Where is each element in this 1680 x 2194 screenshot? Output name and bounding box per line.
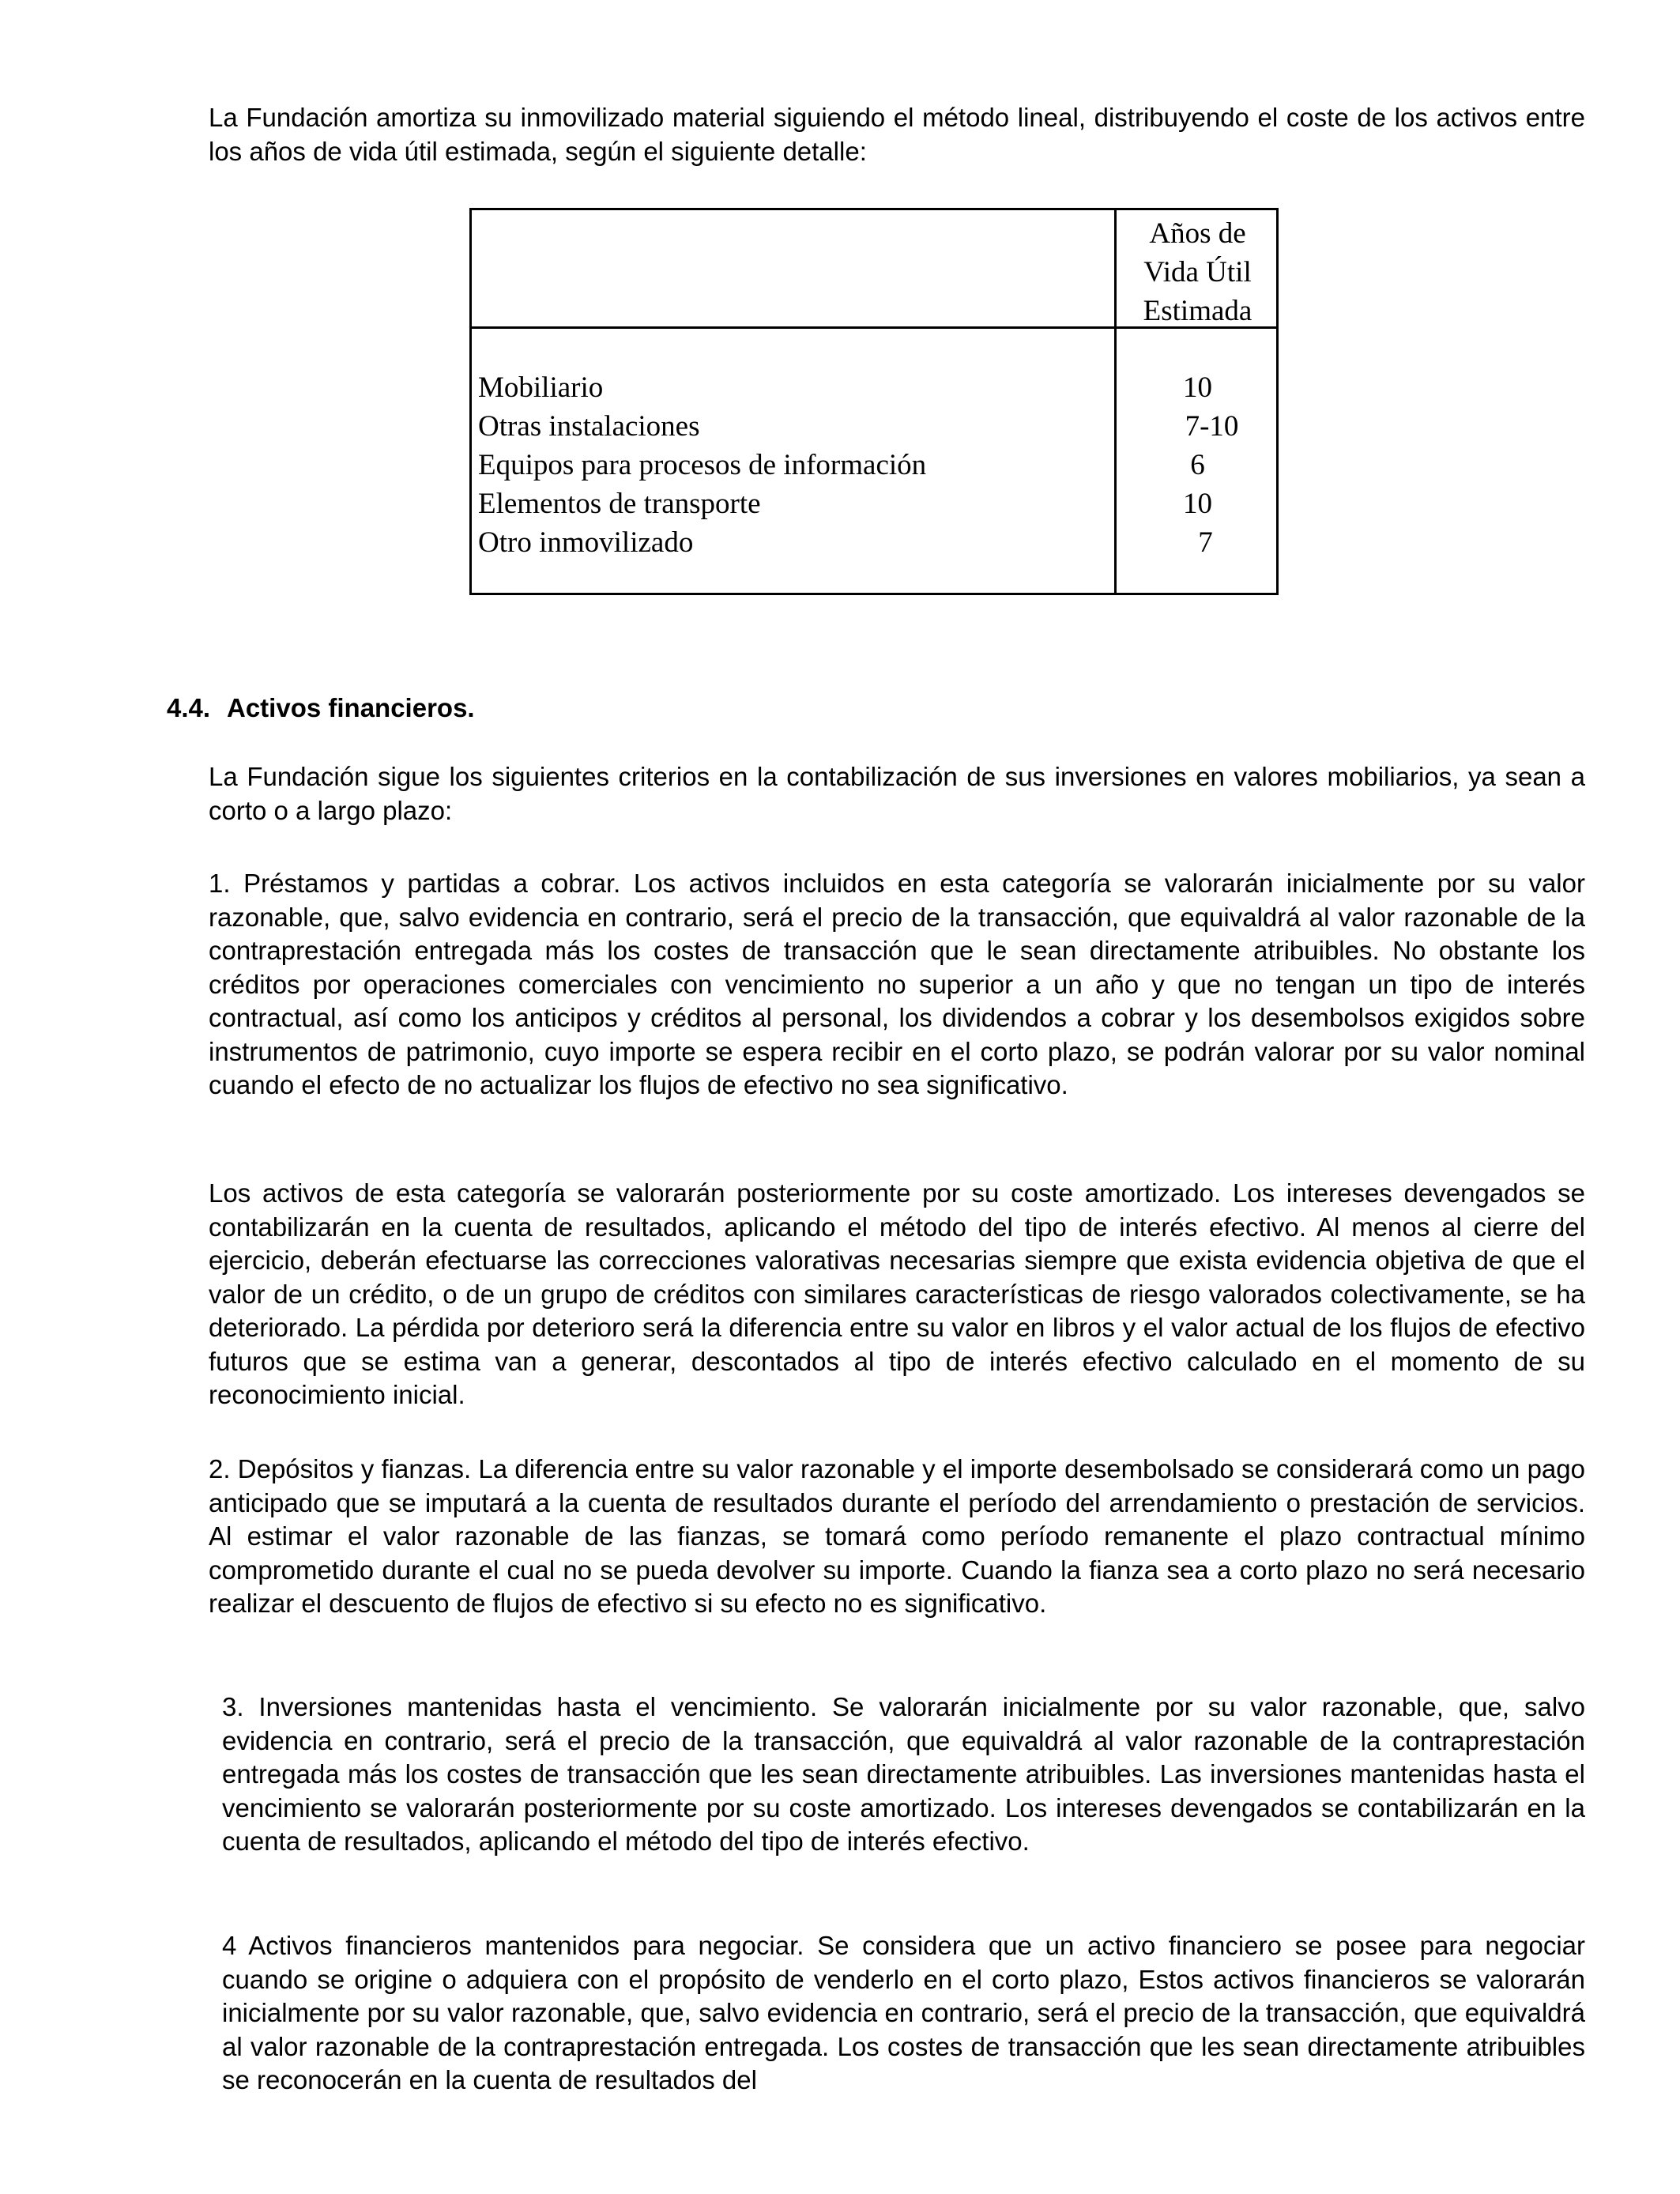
table-header-line: Años de [1149, 217, 1246, 250]
table-row [478, 523, 1276, 562]
years-value: 10 [1183, 371, 1212, 404]
table-row [478, 407, 1276, 446]
asset-label: Otras instalaciones [478, 410, 700, 443]
years-value: 7-10 [1185, 410, 1239, 443]
amortized-cost-paragraph: Los activos de esta categoría se valorarán posteriormente por su coste amortizado. Los intereses devengados se contabilizarán en la cuenta de resultados, aplicando el método del tipo de interés efectivo. Al menos al cierre del ejercicio, deberán efectuarse las correcciones valorativas necesarias siempre que exista evidencia objetiva de que el valor de un crédito, o de un grupo de créditos con similares características de riesgo valorados colectivamente, se ha deteriorado. La pérdida por deterioro será la diferencia entre su valor en libros y el valor actual de los flujos de efectivo futuros que se estima van a generar, descontados al tipo de interés efectivo calculado en el momento de su reconocimiento inicial. [209, 1178, 1585, 1409]
table-row [478, 446, 1276, 484]
table-header-useful-life [1117, 210, 1279, 326]
section-title: Activos financieros. [227, 693, 475, 722]
held-to-maturity-paragraph: 3. Inversiones mantenidas hasta el vencimiento. Se valorarán inicialmente por su valor razonable, que, salvo evidencia en contrario, será el precio de la transacción, que equivaldrá al valor razonable de la contraprestación entregada más los costes de transacción que les sean directamente atribuibles. Las inversiones mantenidas hasta el vencimiento se valorarán posteriormente por su coste amortizado. Los intereses devengados se contabilizarán en la cuenta de resultados, aplicando el método del tipo de interés efectivo. [222, 1692, 1585, 1856]
years-value: 7 [1198, 526, 1213, 559]
table-row [478, 484, 1276, 523]
section-number: 4.4. [167, 693, 211, 722]
asset-label: Elementos de transporte [478, 488, 761, 520]
deposits-paragraph: 2. Depósitos y fianzas. La diferencia entre su valor razonable y el importe desembolsado se considerará como un pago anticipado que se imputará a la cuenta de resultados durante el período del arrendamiento o prestación de servicios. Al estimar el valor razonable de las fianzas, se tomará como período remanente el plazo contractual mínimo comprometido durante el cual no se pueda devolver su importe. Cuando la fianza sea a corto plazo no será necesario realizar el descuento de flujos de efectivo si su efecto no es significativo. [209, 1454, 1585, 1618]
loans-receivables-paragraph: 1. Préstamos y partidas a cobrar. Los activos incluidos en esta categoría se valorarán inicialmente por su valor razonable, que, salvo evidencia en contrario, será el precio de la transacción, que equivaldrá al valor razonable de la contraprestación entregada más los costes de transacción que le sean directamente atribuibles. No obstante los créditos por operaciones comerciales con vencimiento no superior a un año y que no tengan un tipo de interés contractual, así como los anticipos y créditos al personal, los dividendos a cobrar y los desembolsos exigidos sobre instrumentos de patrimonio, cuyo importe se espera recibir en el corto plazo, se podrán valorar por su valor nominal cuando el efecto de no actualizar los flujos de efectivo no sea significativo. [209, 869, 1585, 1099]
table-header-line: Estimada [1143, 295, 1252, 327]
intro-paragraph: La Fundación amortiza su inmovilizado material siguiendo el método lineal, distribuyendo el coste de los activos entre los años de vida útil estimada, según el siguiente detalle: [209, 103, 1585, 166]
asset-label: Otro inmovilizado [478, 526, 694, 559]
criteria-paragraph: La Fundación sigue los siguientes criterios en la contabilización de sus inversiones en valores mobiliarios, ya sean a corto o a largo plazo: [209, 762, 1585, 825]
section-heading [167, 692, 475, 726]
table-header-line: Vida Útil [1143, 256, 1252, 288]
asset-label: Mobiliario [478, 371, 604, 404]
useful-life-table [469, 208, 1279, 595]
years-value: 10 [1183, 488, 1212, 520]
trading-assets-paragraph: 4 Activos financieros mantenidos para negociar. Se considera que un activo financiero se posee para negociar cuando se origine o adquiera con el propósito de venderlo en el corto plazo, Estos activos financieros se valorarán inicialmente por su valor razonable, que, salvo evidencia en contrario, será el precio de la transacción, que equivaldrá al valor razonable de la contraprestación entregada. Los costes de transacción que les sean directamente atribuibles se reconocerán en la cuenta de resultados del [222, 1931, 1585, 2094]
asset-label: Equipos para procesos de información [478, 449, 927, 481]
years-value: 6 [1190, 449, 1205, 481]
table-row [478, 368, 1276, 407]
